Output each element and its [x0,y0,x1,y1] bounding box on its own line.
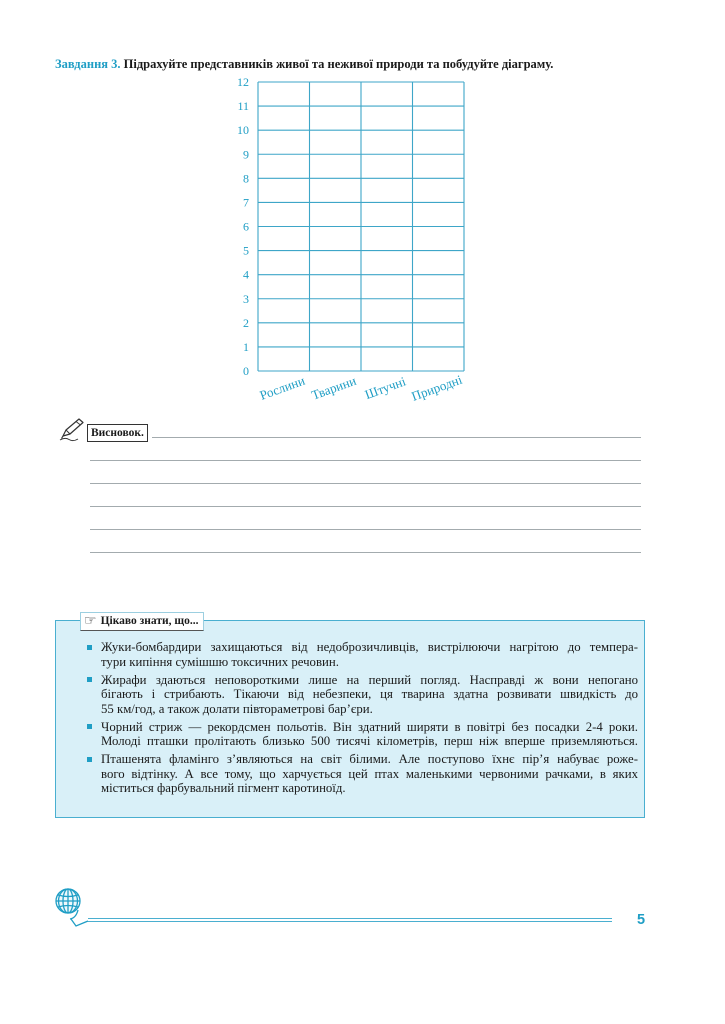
y-tick-label: 1 [243,339,249,354]
fact-line: вого відтінку. А все тому, що харчується цей птах маленькими червоними рачками, в яких [101,766,638,781]
answer-line [90,529,641,530]
answer-line [90,483,641,484]
y-tick-label: 2 [243,315,249,330]
footer-rule [88,918,612,922]
facts-title: Цікаво знати, що... [100,615,199,627]
bullet-square [87,724,92,729]
pointing-hand-icon: ☞ [84,613,97,629]
facts-list [86,640,638,799]
bullet-square [87,757,92,762]
fact-line: бігають і стрибають. Тікаючи від небезпеки, ця тварина здатна розвивати швидкість до [101,687,638,701]
fact-line: тури кипіння сумішшю токсичних речовин. [101,654,339,669]
conclusion-label: Висновок. [87,424,148,442]
category-label: Природні [409,371,465,404]
facts-header [80,612,204,631]
y-tick-label: 5 [243,243,249,258]
fact-line: міститься фарбувальний пігмент каротиноїд. [101,781,346,795]
y-tick-label: 4 [243,267,249,282]
y-tick-label: 3 [243,291,249,306]
category-label: Тварини [309,372,359,403]
fact-line: Жуки-бомбардири захищаються від недоброзичливців, вистрілюючи нагрітою до темпера- [101,640,638,654]
pen-icon [58,416,86,442]
category-label: Штучні [362,373,408,403]
answer-line [90,506,641,507]
bullet-square [87,645,92,650]
answer-line [152,437,641,438]
fact-line: Пташенята фламінго з’являються на світ білими. Але поступово їхнє пір’я набуває роже- [101,752,638,766]
answer-line [90,552,641,553]
fact-item [86,640,638,669]
task-label: Завдання 3. [55,57,121,71]
category-label: Рослини [257,372,307,403]
y-tick-label: 8 [243,171,249,186]
fact-item [86,673,638,717]
y-tick-label: 0 [243,364,249,378]
bullet-square [87,677,92,682]
page-number: 5 [637,912,646,928]
y-tick-label: 11 [237,99,249,114]
fact-line: Жирафи здаються неповороткими лише на перший погляд. Насправді ж вони непогано [101,672,638,687]
fact-line: 55 км/год, а також долати півтораметрові бар’єри. [101,701,373,716]
fact-line: Молоді пташки пролітають близько 500 тисячі кілометрів, перш ніж вперше приземляються. [101,734,638,748]
fact-item [86,752,638,796]
y-tick-label: 12 [237,75,249,89]
task-text: Підрахуйте представників живої та неживої природи та побудуйте діаграму. [123,57,554,71]
y-tick-label: 7 [243,195,249,210]
globe-icon [52,886,88,930]
y-tick-label: 10 [237,123,249,138]
fact-line: Чорний стриж — рекордсмен польотів. Він здатний ширяти в повітрі без посадки 2-4 роки. [101,719,638,734]
answer-line [90,460,641,461]
y-tick-label: 9 [243,147,249,162]
fact-item [86,720,638,749]
diagram-grid [220,70,490,420]
y-tick-label: 6 [243,219,249,234]
